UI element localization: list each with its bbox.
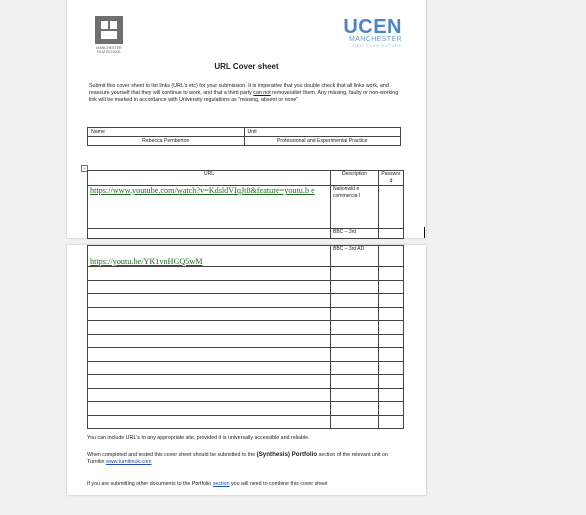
- unit-cell[interactable]: Professional and Experimental Practice: [244, 137, 401, 146]
- description-cell[interactable]: [331, 348, 379, 362]
- table-row: [88, 280, 404, 294]
- intro-paragraph: [89, 83, 404, 105]
- table-move-handle-icon[interactable]: +: [81, 165, 88, 172]
- password-cell[interactable]: [379, 388, 404, 402]
- url-cell[interactable]: [88, 388, 331, 402]
- table-row: [88, 267, 404, 281]
- table-row: [88, 402, 404, 416]
- portfolio-bold-text: (Synthesis) Portfolio: [256, 451, 318, 458]
- footer-text: When completed and tested this cover sheet should be submitted to the: [87, 452, 257, 458]
- url-cell[interactable]: [88, 348, 331, 362]
- table-row: [88, 321, 404, 335]
- footer-line-1: You can include URL's to any appropriate site, provided it is universally accessible and reliable.: [87, 435, 310, 441]
- document-page-1: [67, 0, 426, 238]
- logo-text-line-2: FILM SCHOOL: [96, 50, 122, 54]
- description-cell[interactable]: Nationwid e commercia l: [331, 186, 379, 229]
- url-cell[interactable]: [88, 361, 331, 375]
- document-title: URL Cover sheet: [214, 62, 279, 71]
- password-cell[interactable]: [379, 348, 404, 362]
- url-column-header: URL: [88, 171, 331, 186]
- url-cell[interactable]: [88, 321, 331, 335]
- description-cell[interactable]: [331, 334, 379, 348]
- description-cell[interactable]: [331, 388, 379, 402]
- footer-text: section of the relevant unit on Turnitin: [87, 452, 388, 466]
- description-cell[interactable]: [331, 307, 379, 321]
- footer-paragraph-3: [87, 481, 406, 488]
- text-cursor: [424, 227, 425, 238]
- password-cell[interactable]: [379, 186, 404, 229]
- description-cell[interactable]: [331, 280, 379, 294]
- name-cell[interactable]: Rebecca Pemberton: [88, 137, 245, 146]
- password-cell[interactable]: [379, 361, 404, 375]
- table-row: [88, 229, 404, 239]
- ucen-tagline: FIND YOUR FUTURE: [351, 44, 402, 48]
- description-cell[interactable]: BBC – 3rd AD: [331, 246, 379, 267]
- name-header: Name: [88, 128, 245, 137]
- password-cell[interactable]: [379, 334, 404, 348]
- footer-text: you will need to combine this cover sheet: [229, 481, 328, 487]
- description-cell[interactable]: [331, 321, 379, 335]
- description-cell[interactable]: [331, 361, 379, 375]
- password-cell[interactable]: [379, 321, 404, 335]
- url-cell[interactable]: [88, 280, 331, 294]
- password-cell[interactable]: [379, 280, 404, 294]
- table-row: [88, 388, 404, 402]
- table-row: [88, 246, 404, 267]
- turnitin-link[interactable]: www.turnitinuk.com: [105, 459, 152, 466]
- footer-paragraph-2: [87, 451, 406, 466]
- manchester-film-school-logo: [91, 16, 127, 54]
- password-cell[interactable]: [379, 229, 404, 239]
- ucen-wordmark: UCEN: [343, 16, 402, 38]
- password-column-header: Passwor d: [379, 171, 404, 186]
- url-cell[interactable]: [88, 246, 331, 267]
- url-link[interactable]: https://youtu.be/YK1vnHGQ5wM: [90, 256, 203, 266]
- unit-header: Unit: [244, 128, 401, 137]
- table-row: [88, 186, 404, 229]
- url-cell[interactable]: [88, 307, 331, 321]
- student-info-table: [87, 127, 401, 146]
- url-link[interactable]: https://www.youtube.com/watch?v=KdsldVIqJt8&feature=youtu.b e: [90, 186, 315, 195]
- url-table-part-1: [87, 170, 404, 239]
- url-cell[interactable]: [88, 229, 331, 239]
- url-cell[interactable]: [88, 294, 331, 308]
- table-row: [88, 294, 404, 308]
- table-row: [88, 415, 404, 429]
- description-cell[interactable]: [331, 415, 379, 429]
- password-cell[interactable]: [379, 375, 404, 389]
- password-cell[interactable]: [379, 246, 404, 267]
- url-cell[interactable]: [88, 415, 331, 429]
- intro-text-end: remove/alter them. Any missing, faulty or non-working link will be marked in accordance with University regulations as "missing, absent or none": [89, 90, 399, 104]
- url-cell[interactable]: [88, 375, 331, 389]
- document-page-2: [67, 245, 426, 495]
- intro-text: Submit this cover sheet to list links (URL's etc) for your submission. It is imperative that you double check that all links work, and reassure yourself that they will continue to work, and that a third party: [89, 83, 389, 97]
- password-cell[interactable]: [379, 294, 404, 308]
- url-cell[interactable]: [88, 267, 331, 281]
- description-cell[interactable]: [331, 402, 379, 416]
- table-row: [88, 334, 404, 348]
- section-link[interactable]: section: [212, 481, 230, 487]
- password-cell[interactable]: [379, 307, 404, 321]
- film-school-mark-icon: [95, 16, 123, 44]
- password-cell[interactable]: [379, 402, 404, 416]
- description-cell[interactable]: [331, 294, 379, 308]
- url-table-part-2: [87, 245, 404, 429]
- footer-text: If you are submitting other documents to the Portfolio: [87, 481, 213, 487]
- table-row: [88, 307, 404, 321]
- password-cell[interactable]: [379, 415, 404, 429]
- description-column-header: Description: [331, 171, 379, 186]
- logo-text-line-1: MANCHESTER: [96, 46, 122, 50]
- description-cell[interactable]: BBC – 3rd: [331, 229, 379, 239]
- password-cell[interactable]: [379, 267, 404, 281]
- table-row: [88, 348, 404, 362]
- url-cell[interactable]: [88, 402, 331, 416]
- url-cell[interactable]: [88, 334, 331, 348]
- ucen-location: MANCHESTER: [348, 36, 402, 43]
- url-table-header-row: [88, 171, 404, 186]
- url-cell[interactable]: [88, 186, 331, 229]
- table-row: [88, 375, 404, 389]
- description-cell[interactable]: [331, 267, 379, 281]
- intro-underlined-text: can not: [253, 90, 271, 97]
- ucen-logo: [343, 18, 402, 48]
- description-cell[interactable]: [331, 375, 379, 389]
- table-row: [88, 361, 404, 375]
